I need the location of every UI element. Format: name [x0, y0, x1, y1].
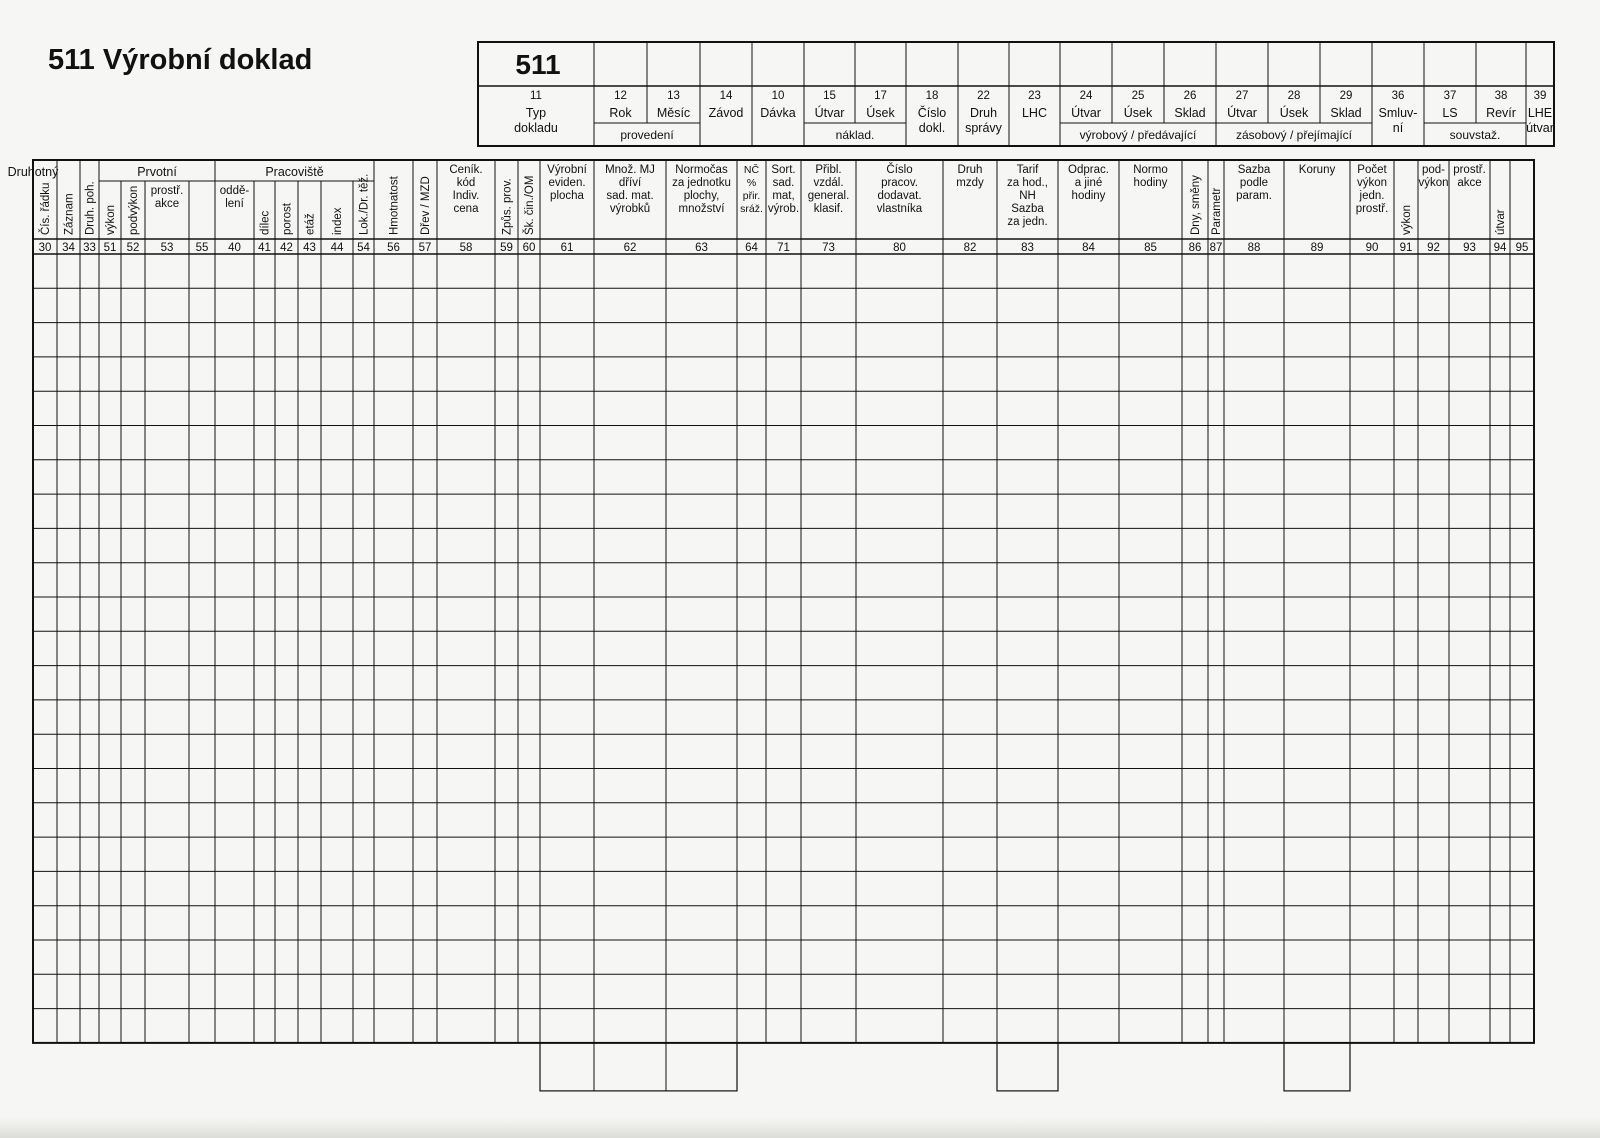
- header-code-table: [478, 40, 1558, 150]
- form-column-label: hodiny: [1133, 177, 1168, 189]
- header-field-code: 23: [1028, 90, 1041, 102]
- form-column-code: 53: [160, 242, 174, 254]
- header-field-label: Smluv-: [1378, 106, 1418, 120]
- form-column-code: 63: [695, 242, 708, 254]
- form-column-code: 64: [745, 242, 758, 254]
- header-field-label: Úsek: [1279, 106, 1309, 120]
- form-column-code: 86: [1188, 242, 1202, 254]
- form-frame: [33, 160, 1534, 1043]
- header-field-code: 38: [1494, 90, 1508, 102]
- page-bottom-edge: [0, 1118, 1600, 1138]
- form-column-label: Dny, směny: [1190, 175, 1202, 235]
- header-group-label: provedení: [620, 128, 674, 142]
- form-column-label: lení: [225, 198, 244, 210]
- form-column-label: Hmotnatost: [388, 176, 401, 235]
- header-field-label: dokl.: [918, 121, 946, 135]
- form-column-code: 52: [126, 242, 140, 254]
- form-column-label: Sort.: [771, 164, 796, 176]
- header-field-label: LHC: [1021, 106, 1048, 120]
- header-field-label: LHE: [1527, 106, 1553, 120]
- form-column-label: oddě-: [219, 185, 250, 197]
- form-column-label: Dřev / MZD: [420, 176, 432, 235]
- form-column-label: etáž: [304, 213, 317, 235]
- form-column-code: 71: [777, 242, 790, 254]
- form-column-label: Druh: [957, 164, 983, 176]
- form-column-label: hodiny: [1071, 190, 1106, 202]
- form-column-label: NH: [1019, 190, 1036, 202]
- header-field-label: dokladu: [514, 121, 558, 135]
- header-field-code: 13: [667, 90, 680, 102]
- form-column-code: 55: [195, 242, 209, 254]
- form-column-code: 51: [103, 242, 117, 254]
- form-column-label: výkon: [1418, 177, 1449, 189]
- form-column-label: porost: [281, 203, 294, 235]
- form-column-code: 43: [303, 242, 316, 254]
- form-column-code: 62: [623, 242, 637, 254]
- form-column-label: prostř.: [1355, 203, 1389, 215]
- form-column-label: dílec: [259, 210, 272, 235]
- header-field-code: 29: [1339, 90, 1353, 102]
- header-field-label: Útvar: [1227, 106, 1257, 120]
- header-doc-number: 511: [515, 49, 561, 80]
- document-title: 511 Výrobní doklad: [48, 44, 313, 76]
- form-column-label: pod-: [1421, 164, 1446, 176]
- form-column-label: dříví: [618, 177, 642, 189]
- form-column-label: Koruny: [1298, 164, 1336, 176]
- form-column-code: 40: [228, 242, 241, 254]
- form-column-code: 42: [280, 242, 293, 254]
- form-column-label: general.: [807, 190, 850, 202]
- form-column-code: 95: [1515, 242, 1529, 254]
- form-column-code: 83: [1021, 242, 1034, 254]
- form-column-label: Druh. poh.: [84, 181, 97, 235]
- form-column-label: prostř.: [1453, 164, 1486, 176]
- form-column-code: 73: [822, 242, 835, 254]
- form-column-label: Sazba: [1011, 203, 1044, 215]
- form-column-code: 82: [963, 242, 977, 254]
- header-field-label: Dávka: [760, 106, 796, 120]
- form-column-label: Tarif: [1016, 164, 1039, 176]
- form-column-label: prostř.: [150, 185, 184, 197]
- form-column-code: 30: [38, 242, 52, 254]
- header-field-code: 39: [1533, 90, 1547, 102]
- form-column-label: výrob.: [767, 203, 800, 215]
- header-field-label: Útvar: [814, 106, 845, 120]
- header-field-code: 26: [1183, 90, 1197, 102]
- form-column-label: podvýkon: [128, 185, 140, 235]
- form-column-label: Záznam: [63, 193, 76, 235]
- form-column-code: 61: [560, 242, 574, 254]
- form-extension-box: [1284, 1043, 1350, 1091]
- form-column-label: Lok./Dr. těž.: [358, 173, 371, 235]
- form-column-code: 56: [387, 242, 400, 254]
- form-column-label: sad. mat.: [606, 190, 654, 202]
- header-field-label: ní: [1392, 121, 1404, 135]
- form-column-code: 89: [1310, 242, 1324, 254]
- form-column-code: 58: [459, 242, 473, 254]
- form-column-label: dodavat.: [877, 190, 922, 202]
- form-column-code: 59: [500, 242, 513, 254]
- form-column-label: akce: [1457, 177, 1482, 189]
- form-group-label: Pracoviště: [265, 165, 324, 179]
- form-column-code: 93: [1463, 242, 1476, 254]
- header-group-label: náklad.: [835, 128, 875, 142]
- form-column-label: eviden.: [548, 177, 586, 189]
- form-column-label: mzdy: [956, 177, 984, 189]
- form-column-label: jedn.: [1359, 190, 1385, 202]
- header-field-label: Úsek: [1123, 106, 1153, 120]
- header-group-label: zásobový / přejímající: [1235, 128, 1353, 142]
- form-column-code: 33: [83, 242, 96, 254]
- form-column-code: 57: [418, 242, 432, 254]
- header-field-label: Sklad: [1174, 106, 1206, 120]
- form-column-label: výrobků: [609, 203, 651, 215]
- form-column-label: přir.: [742, 190, 761, 202]
- header-field-label: Revír: [1486, 106, 1516, 120]
- header-field-code: 28: [1287, 90, 1301, 102]
- form-column-label: Počet: [1357, 164, 1387, 176]
- form-column-label: plocha: [550, 190, 584, 202]
- header-field-label: LS: [1442, 106, 1458, 120]
- header-field-code: 25: [1131, 90, 1145, 102]
- form-column-label: sad.: [772, 177, 795, 189]
- form-column-label: Normo: [1133, 164, 1168, 176]
- header-field-label: Typ: [525, 106, 547, 120]
- header-field-code: 10: [771, 90, 785, 102]
- form-column-code: 85: [1144, 242, 1157, 254]
- form-column-label: Odprac.: [1068, 164, 1109, 176]
- header-group-label: výrobový / předávající: [1079, 128, 1197, 142]
- form-column-label: sráž.: [740, 203, 763, 215]
- header-field-code: 18: [925, 90, 939, 102]
- header-field-label: útvar: [1526, 121, 1554, 135]
- form-column-label: za jednotku: [672, 177, 731, 189]
- header-field-code: 36: [1391, 90, 1405, 102]
- form-extension-box: [997, 1043, 1058, 1091]
- form-column-code: 84: [1082, 242, 1095, 254]
- form-column-label: vzdál.: [813, 177, 844, 189]
- form-group-label: Prvotní: [137, 165, 177, 179]
- form-column-label: Šk. čin./OM: [524, 175, 536, 235]
- header-field-code: 15: [823, 90, 836, 102]
- form-column-label: Sazba: [1237, 164, 1271, 176]
- form-column-label: Způs. prov.: [501, 178, 514, 235]
- header-field-label: Sklad: [1330, 106, 1362, 120]
- form-group-label: Druhotný: [7, 165, 59, 179]
- header-field-label: Číslo: [917, 106, 947, 120]
- form-column-label: param.: [1236, 190, 1272, 202]
- form-column-code: 44: [330, 242, 344, 254]
- form-column-code: 90: [1365, 242, 1379, 254]
- production-form-grid: [7, 160, 1565, 1090]
- form-extension-box: [540, 1043, 737, 1091]
- form-column-label: pracov.: [881, 177, 918, 189]
- form-column-label: mat,: [772, 190, 795, 202]
- header-field-code: 22: [977, 90, 990, 102]
- form-column-label: výkon: [1356, 177, 1388, 189]
- form-column-label: Výrobní: [547, 164, 587, 176]
- form-column-label: podle: [1239, 177, 1269, 189]
- form-column-label: množství: [678, 203, 725, 215]
- form-column-label: a jiné: [1074, 177, 1103, 189]
- header-field-code: 14: [719, 90, 733, 102]
- form-column-label: kód: [456, 177, 476, 189]
- header-field-label: Úsek: [866, 106, 895, 120]
- form-column-label: Množ. MJ: [605, 164, 655, 176]
- form-column-label: vlastníka: [876, 203, 923, 215]
- form-column-code: 54: [357, 242, 370, 254]
- form-column-label: Přibl.: [815, 164, 842, 176]
- header-field-label: Rok: [609, 106, 632, 120]
- header-field-code: 37: [1443, 90, 1457, 102]
- form-column-label: výkon: [1401, 204, 1413, 235]
- form-column-label: Číslo: [886, 164, 913, 176]
- form-column-label: cena: [453, 203, 479, 215]
- form-column-label: index: [332, 207, 344, 235]
- header-group-label: souvstaž.: [1449, 128, 1501, 142]
- header-field-code: 27: [1235, 90, 1249, 102]
- form-column-label: Parametr: [1211, 187, 1223, 235]
- form-column-label: Normočas: [675, 164, 728, 176]
- form-column-code: 41: [258, 242, 271, 254]
- form-column-code: 87: [1209, 242, 1223, 254]
- header-field-label: Závod: [708, 106, 744, 120]
- header-field-label: správy: [965, 121, 1002, 135]
- form-column-label: za hod.,: [1007, 177, 1048, 189]
- header-field-code: 17: [874, 90, 887, 102]
- header-field-code: 24: [1079, 90, 1093, 102]
- form-column-label: plochy,: [683, 190, 720, 202]
- form-column-label: útvar: [1495, 209, 1507, 235]
- form-column-label: NČ: [743, 164, 760, 176]
- header-field-label: Druh: [969, 106, 998, 120]
- header-field-code: 12: [614, 90, 627, 102]
- form-column-label: Čís. řádku: [40, 182, 52, 235]
- form-column-code: 91: [1399, 242, 1413, 254]
- header-field-label: Útvar: [1071, 106, 1101, 120]
- form-column-code: 92: [1427, 242, 1440, 254]
- form-column-label: výkon: [105, 204, 117, 235]
- header-field-label: Měsíc: [656, 106, 691, 120]
- form-column-label: Ceník.: [449, 164, 483, 176]
- form-column-code: 60: [522, 242, 536, 254]
- form-column-code: 34: [62, 242, 75, 254]
- form-column-label: akce: [154, 198, 180, 210]
- form-column-code: 80: [893, 242, 906, 254]
- form-column-label: klasif.: [813, 203, 844, 215]
- header-field-code: 11: [530, 90, 542, 102]
- form-column-label: Indiv.: [452, 190, 480, 202]
- form-column-code: 88: [1247, 242, 1261, 254]
- form-column-code: 94: [1493, 242, 1507, 254]
- form-column-label: za jedn.: [1007, 216, 1048, 228]
- form-column-label: %: [746, 177, 757, 189]
